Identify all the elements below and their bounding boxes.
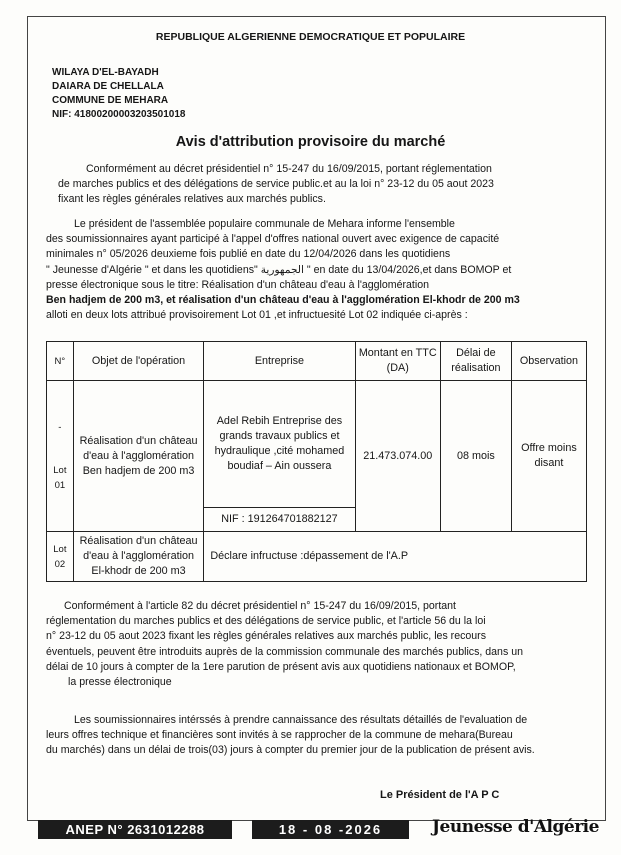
paragraph-line: Les soumissionnaires intérssés à prendre cannaissance des résultats détaillés de l'evaluation de bbox=[74, 714, 528, 726]
table-header-row bbox=[47, 342, 587, 381]
paragraph-line: délai de 10 jours à compter de la 1ere parution de présent avis aux quotidiens nationaux et BOMOP, bbox=[46, 660, 516, 673]
commune-line: COMMUNE DE MEHARA bbox=[52, 95, 169, 106]
lot-dash: - bbox=[58, 421, 62, 433]
lot-label: Lot 02 bbox=[47, 532, 74, 582]
paragraph-line: des soumissionnaires ayant participé à l'appel d'offres national ouvert avec exigence de capacité bbox=[46, 233, 500, 246]
infructuous-declaration: Déclare infructuse :dépassement de l'A.P bbox=[204, 532, 587, 582]
paragraph-line: la presse électronique bbox=[68, 676, 172, 689]
paragraph-line: réglementation du marches publics et des délégations de service public, et l'article 56 du la loi bbox=[46, 615, 486, 628]
issuer-block bbox=[52, 66, 185, 122]
enterprise-nif: NIF : 191264701882127 bbox=[204, 507, 354, 531]
enterprise-name bbox=[204, 381, 354, 507]
enterprise-cell bbox=[204, 381, 355, 532]
paragraph-line: " Jeunesse d'Algérie " et dans les quotidiens" الجمهورية " en date du 13/04/2026,et dans BOMOP et bbox=[46, 263, 512, 276]
journal-logo: Jeunesse d'Algérie bbox=[432, 817, 599, 837]
paragraph-line: fixant les règles générales relatives aux marchés publics. bbox=[58, 193, 326, 206]
daira-line: DAIARA DE CHELLALA bbox=[52, 81, 164, 92]
observation: Offre moins disant bbox=[511, 381, 586, 532]
paragraph-line: Ben hadjem de 200 m3, et réalisation d'un château d'eau à l'agglomération El-khodr de 200 m3 bbox=[46, 294, 520, 307]
notice-title: Avis d'attribution provisoire du marché bbox=[175, 134, 446, 150]
wilaya-line: WILAYA D'EL-BAYADH bbox=[52, 67, 159, 78]
operation-object: Réalisation d'un château d'eau à l'agglomération El-khodr de 200 m3 bbox=[73, 532, 204, 582]
operation-object: Réalisation d'un château d'eau à l'agglomération Ben hadjem de 200 m3 bbox=[73, 381, 204, 532]
paragraph-line: alloti en deux lots attribué provisoirement Lot 01 ,et infructuesité Lot 02 indiquée ci-après : bbox=[46, 309, 468, 322]
paragraph-announcement bbox=[46, 217, 586, 323]
signature: Le Président de l'A P C bbox=[380, 789, 500, 801]
anep-number: ANEP N° 2631012288 bbox=[38, 820, 232, 839]
republic-heading: REPUBLIQUE ALGERIENNE DEMOCRATIQUE ET POPULAIRE bbox=[155, 31, 466, 43]
header-delai: Délai de réalisation bbox=[440, 342, 511, 381]
delay: 08 mois bbox=[440, 381, 511, 532]
table-row bbox=[47, 532, 587, 582]
publication-date: 18 - 08 -2026 bbox=[252, 820, 409, 839]
header-num: N° bbox=[47, 342, 74, 381]
amount: 21.473.074.00 bbox=[355, 381, 440, 532]
nif-line: NIF: 41800200003203501018 bbox=[52, 109, 186, 120]
paragraph-line: Le président de l'assemblée populaire communale de Mehara informe l'ensemble bbox=[74, 218, 455, 230]
paragraph-line: presse électronique sous le titre: Réalisation d'un château d'eau à l'agglomération bbox=[46, 278, 429, 291]
header-objet: Objet de l'opération bbox=[73, 342, 204, 381]
attribution-table bbox=[46, 341, 587, 582]
paragraph-consultation bbox=[46, 713, 594, 759]
paragraph-line: Conformément à l'article 82 du décret présidentiel n° 15-247 du 16/09/2015, portant bbox=[64, 600, 456, 612]
paragraph-recours bbox=[46, 599, 594, 690]
header-observation: Observation bbox=[511, 342, 586, 381]
paragraph-line: minimales n° 05/2026 deuxieme fois publié en date du 12/04/2026 dans les quotidiens bbox=[46, 248, 451, 261]
paragraph-decree bbox=[58, 162, 578, 208]
paragraph-line: de marches publics et des délégations de service public.et au la loi n° 23-12 du 05 aout 2023 bbox=[58, 178, 494, 191]
lot-label: Lot 01 bbox=[53, 464, 67, 491]
paragraph-line: Conformément au décret présidentiel n° 15-247 du 16/09/2015, portant réglementation bbox=[86, 163, 492, 175]
lot-number bbox=[47, 381, 74, 532]
header-montant: Montant en TTC (DA) bbox=[355, 342, 440, 381]
paragraph-line: leurs offres technique et financières sont invités à se rapprocher de la commune de mehara(Bureau bbox=[46, 729, 513, 742]
paragraph-line: éventuels, peuvent être introduits auprès de la commission communale des marchés publics, dans un bbox=[46, 645, 523, 658]
enterprise-text: Adel Rebih Entreprise des grands travaux publics et hydraulique ,cité mohamed boudiaf – Ain oussera bbox=[214, 415, 345, 472]
table-row bbox=[47, 381, 587, 532]
paragraph-line: du marchés) dans un délai de trois(03) jours à compter du premier jour de la publication de présent avis. bbox=[46, 744, 535, 757]
header-entreprise: Entreprise bbox=[204, 342, 355, 381]
paragraph-line: n° 23-12 du 05 aout 2023 fixant les règles générales relatives aux marchés public, les recours bbox=[46, 630, 487, 643]
